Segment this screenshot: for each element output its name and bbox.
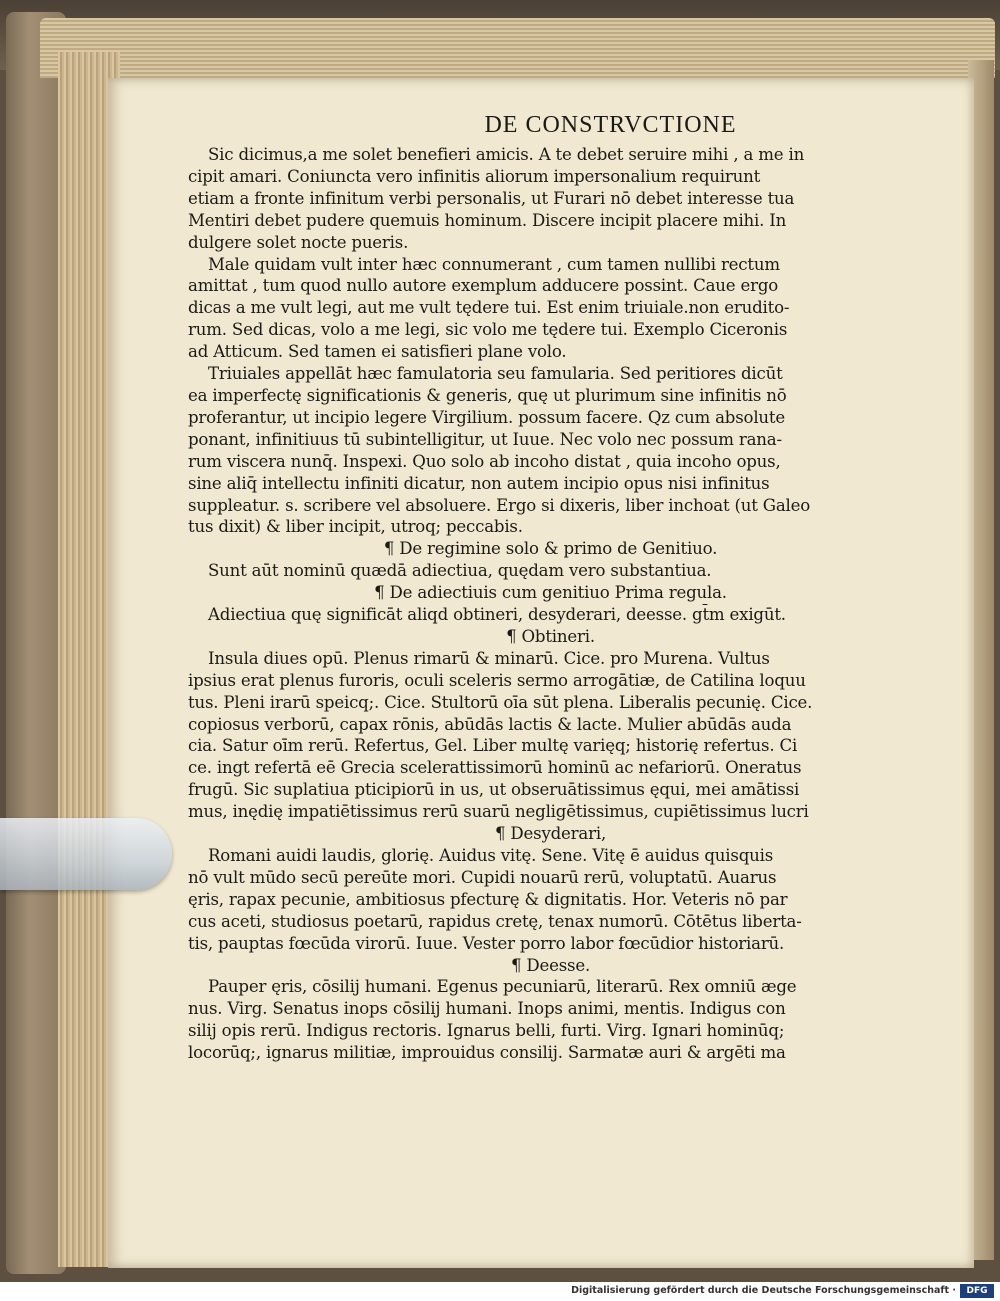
text-line: dicas a me vult legi, aut me vult tędere tui. Est enim triuiale.non erudito- (188, 298, 790, 318)
page-text (188, 108, 913, 1064)
text-line: cia. Satur oīm rerū. Refertus, Gel. Liber multę varięq; historię refertus. Ci (188, 736, 798, 756)
text-line: mus, inędię impatiētissimus rerū suarū negligētissimus, cupiētissimus lucri (188, 802, 809, 822)
text-line: suppleatur. s. scribere vel absoluere. Ergo si dixeris, liber inchoat (ut Galeo (188, 495, 811, 515)
text-line: rum viscera nunq̄. Inspexi. Quo solo ab incoho distat , quia incoho opus, (188, 451, 781, 471)
section-heading: ¶ Deesse. (510, 955, 591, 975)
text-line: rum. Sed dicas, volo a me legi, sic volo me tędere tui. Exemplo Ciceronis (188, 320, 788, 340)
text-line: Mentiri debet pudere quemuis hominum. Discere incipit placere mihi. In (188, 210, 787, 230)
text-line: tis, pauptas fœcūda virorū. Iuue. Vester porro labor fœcūdior historiarū. (188, 933, 785, 953)
text-line: nus. Virg. Senatus inops cōsilij humani. Inops animi, mentis. Indigus con (188, 999, 786, 1019)
text-line: Pauper ęris, cōsilij humani. Egenus pecuniarū, literarū. Rex omniū æge (208, 977, 797, 997)
section-heading: ¶ Obtineri. (506, 626, 595, 646)
text-line: nō vult mūdo secū pereūte mori. Cupidi nouarū rerū, voluptatū. Auarus (188, 867, 777, 887)
text-line: cus aceti, studiosus poetarū, rapidus cretę, tenax numorū. Cōtētus liberta- (188, 911, 802, 931)
text-line: Triuiales appellāt hæc famulatoria seu famularia. Sed peritiores dicūt (208, 364, 783, 384)
text-line: frugū. Sic suplatiua pticipiorū in us, ut obseruātissimus ęqui, mei amātissi (188, 780, 800, 800)
text-line: dulgere solet nocte pueris. (188, 232, 409, 252)
text-line: ipsius erat plenus furoris, oculi sceleris sermo arrogātiæ, de Catilina loquu (188, 670, 806, 690)
section-heading: ¶ Desyderari, (494, 824, 607, 844)
book-cover-edge (6, 12, 66, 1274)
section-heading: ¶ De regimine solo & primo de Genitiuo. (383, 539, 718, 559)
text-line: Male quidam vult inter hæc connumerant , cum tamen nullibi rectum (208, 254, 780, 274)
text-line: cipit amari. Coniuncta vero infinitis aliorum impersonalium requirunt (188, 166, 761, 186)
text-line: ęris, rapax pecunie, ambitiosus pfecturę & dignitatis. Hor. Veteris nō par (188, 889, 788, 909)
text-line: tus. Pleni irarū speicq;. Cice. Stultorū oīa sūt plena. Liberalis pecunię. Cice. (188, 692, 813, 712)
text-line: tus dixit) & liber incipit, utroq; peccabis. (188, 517, 523, 537)
text-line: Insula diues opū. Plenus rimarū & minarū. Cice. pro Murena. Vultus (208, 648, 770, 668)
text-line: silij opis rerū. Indigus rectoris. Ignarus belli, furti. Virg. Ignari hominūq; (188, 1021, 785, 1041)
text-line: ad Atticum. Sed tamen ei satisfieri plane volo. (188, 342, 567, 362)
text-line: proferantur, ut incipio legere Virgilium. possum facere. Qz cum absolute (188, 407, 785, 427)
page-title: DE CONSTRVCTIONE (484, 112, 737, 138)
text-line: Adiectiua quę significāt aliqd obtineri, desyderari, deesse. gt̄m exigūt. (208, 605, 786, 625)
text-line: locorūq;, ignarus militiæ, improuidus consilij. Sarmatæ auri & argēti ma (188, 1043, 786, 1063)
text-line: amittat , tum quod nullo autore exemplum adducere possint. Caue ergo (188, 276, 779, 296)
page-holder-clip (0, 818, 172, 890)
text-line: Sic dicimus,a me solet benefieri amicis. A te debet seruire mihi , a me in (208, 145, 805, 164)
text-line: ea imperfectę significationis & generis, quę ut plurimum sine infinitis nō (188, 385, 787, 405)
text-line: etiam a fronte infinitum verbi personalis, ut Furari nō debet interesse tua (188, 188, 795, 208)
text-line: ponant, infinitiuus tū subintelligitur, ut Iuue. Nec volo nec possum rana- (188, 429, 782, 449)
text-line: Romani auidi laudis, glorię. Auidus vitę. Sene. Vitę ē auidus quisquis (208, 846, 774, 865)
dfg-logo: DFG (960, 1284, 994, 1298)
digitization-footer (0, 1282, 1000, 1301)
text-line: ce. ingt refertā eē Grecia scelerattissimorū hominū ac nefariorū. Oneratus (188, 758, 802, 778)
text-line: copiosus verborū, capax rōnis, abūdās lactis & lacte. Mulier abūdās auda (188, 714, 792, 734)
page-stack-top (40, 18, 995, 78)
text-line: sine aliq̄ intellectu infiniti dicatur, non autem incipio opus nisi infinitus (188, 473, 770, 493)
funding-credit: Digitalisierung gefördert durch die Deutsche Forschungsgemeinschaft · (571, 1285, 956, 1296)
text-line: Sunt aūt nominū quædā adiectiua, quędam vero substantiua. (208, 561, 712, 581)
section-heading: ¶ De adiectiuis cum genitiuo Prima regula. (374, 583, 727, 603)
